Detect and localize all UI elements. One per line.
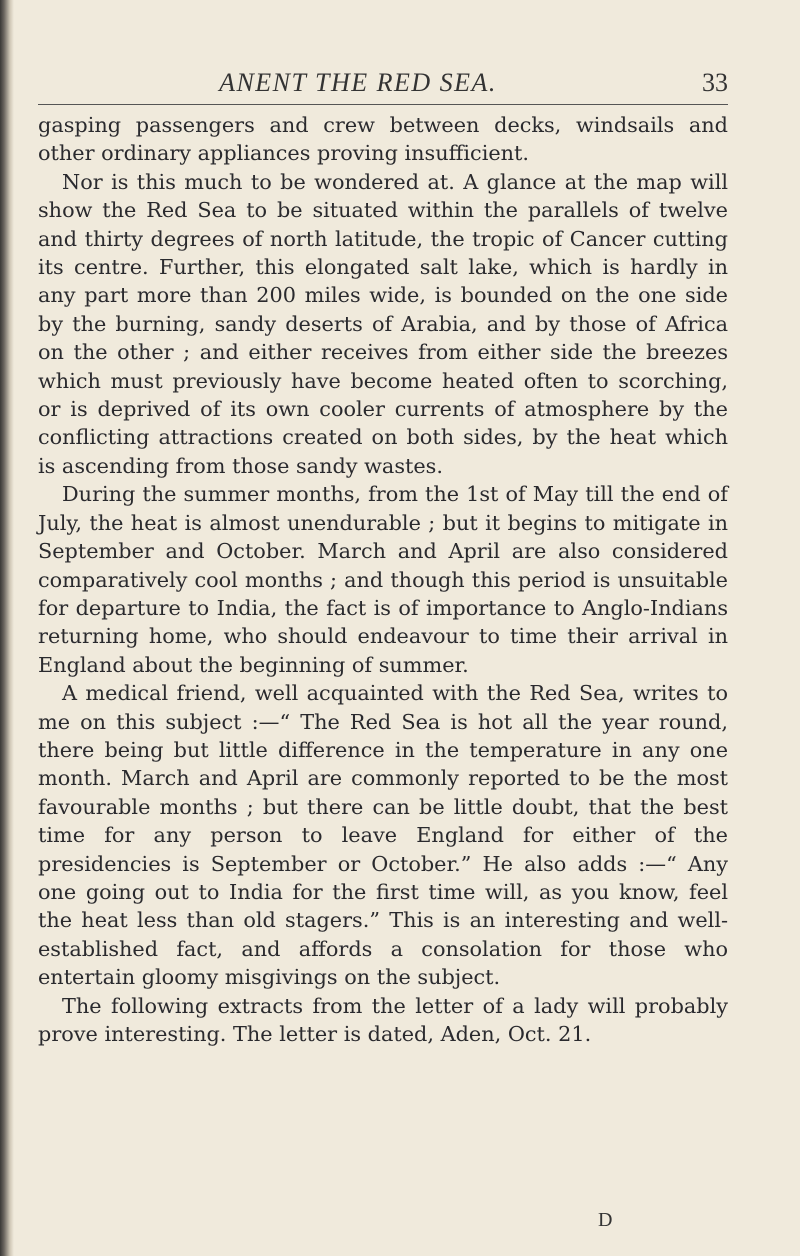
paragraph: Nor is this much to be wondered at. A glance at the map will show the Red Sea to be situated within the parallels of twelve and thirty degrees of north latitude, the tropic of Cancer cutting its centre. Further, this elongated salt lake, which is hardly in any part more than 200 miles wide, is bounded on the one side by the burning, sandy deserts of Arabia, and by those of Africa on the other ; and either receives from either side the breezes which must previously have become heated often to scorching, or is deprived of its own cooler currents of atmosphere by the conflicting attractions created on both sides, by the heat which is ascending from those sandy wastes. (38, 169, 728, 478)
paragraph: During the summer months, from the 1st of May till the end of July, the heat is almost unendurable ; but it begins to mitigate in September and October. March and April are also considered comparatively cool months ; and though this period is unsuitable for departure to India, the fact is of importance to Anglo-Indians returning home, who should endeavour to time their arrival in England about the beginning of summer. (38, 482, 728, 677)
paragraph: The following extracts from the letter of a lady will probably prove interesting. The letter is dated, Aden, Oct. 21. (38, 993, 728, 1046)
header-rule (38, 104, 728, 105)
paragraph: A medical friend, well acquainted with the Red Sea, writes to me on this subject :—“ The Red Sea is hot all the year round, there being but little difference in the temperature in any one month. March and April are commonly reported to be the most favourable months ; but there can be little doubt, that the best time for any person to leave England for either of the presidencies is September or October.” He also adds :—“ Any one going out to India for the first time will, as you know, feel the heat less than old stagers.” This is an interesting and well-established fact, and affords a consolation for those who entertain gloomy misgivings on the subject. (38, 681, 728, 990)
running-head: ANENT THE RED SEA. (219, 68, 497, 97)
page-header (38, 68, 738, 108)
body-text (38, 111, 728, 1048)
page-number: 33 (702, 68, 728, 97)
paragraph-continuation: gasping passengers and crew between decks, windsails and other ordinary appliances proving insufficient. (38, 113, 728, 166)
book-page (38, 0, 738, 1256)
binding-shadow (0, 0, 14, 1256)
signature-mark: D (598, 1209, 613, 1231)
